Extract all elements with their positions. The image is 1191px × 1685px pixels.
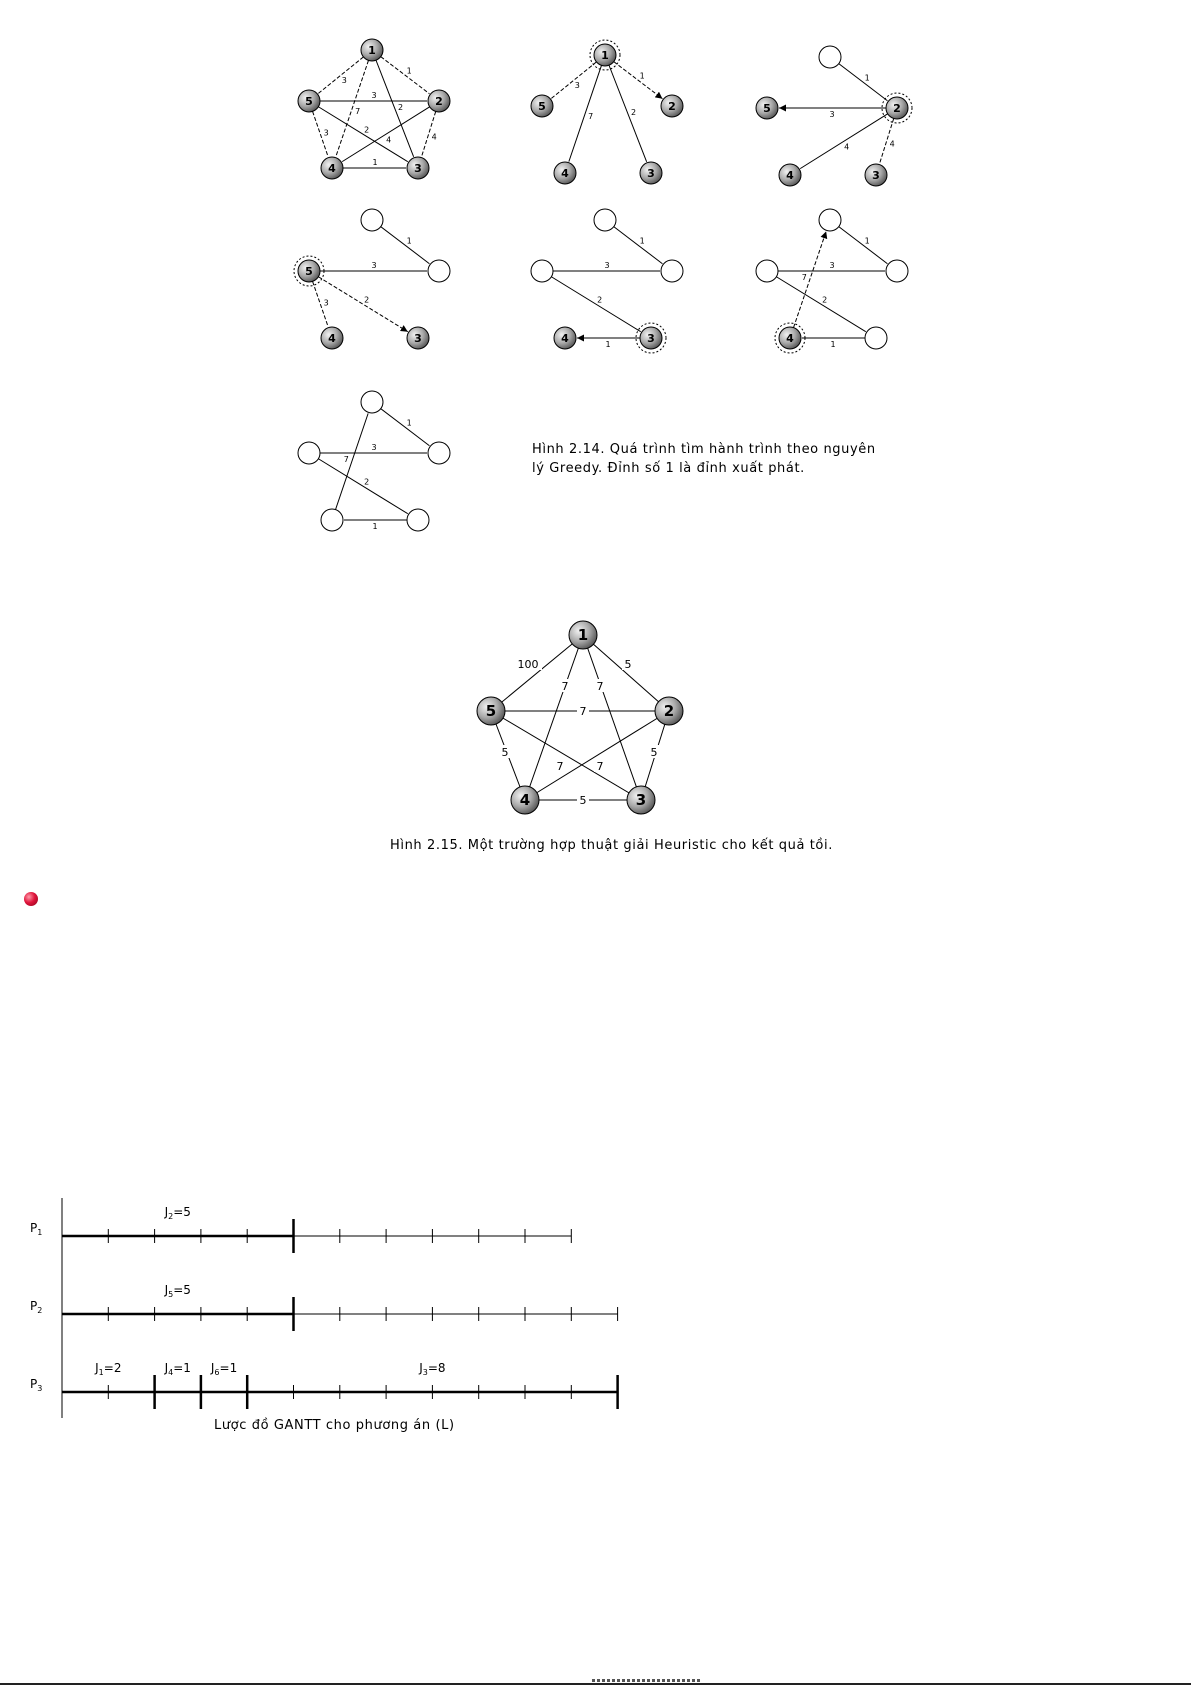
gantt-chart: [0, 1190, 700, 1450]
graph-node: [361, 209, 383, 231]
node-label: 4: [328, 332, 336, 345]
graph-panel-3: [756, 46, 912, 186]
figure-2-15-caption: Hình 2.15. Một trường hợp thuật giải Heuristic cho kết quả tồi.: [390, 838, 833, 853]
node-label: 2: [663, 702, 675, 720]
edge-weight-label: 5: [650, 746, 658, 759]
graph-edge: [318, 107, 407, 162]
gantt-row-2: [30, 1283, 618, 1331]
edge-weight-label: 3: [574, 81, 580, 91]
gantt-caption: Lược đồ GANTT cho phương án (L): [214, 1418, 455, 1433]
edge-weight-label: 2: [364, 477, 370, 487]
edge-weight-label: 3: [829, 110, 835, 119]
graph-edge: [381, 57, 430, 94]
edge-weight-label: 2: [398, 102, 404, 112]
graph-edge: [551, 277, 640, 332]
edge-weight-label: 3: [371, 443, 377, 452]
node-label: 2: [668, 100, 676, 113]
node-label: 1: [601, 49, 609, 62]
edge-weight-label: 2: [631, 107, 637, 117]
edge-weight-label: 7: [579, 705, 587, 718]
graph-node: [428, 442, 450, 464]
node-label: 3: [647, 167, 655, 180]
graph-panel-5: [531, 209, 683, 353]
edge-weight-label: 7: [596, 760, 604, 773]
graph-edge: [839, 227, 888, 264]
graph-edge: [491, 711, 641, 800]
graph-panel-6: [756, 209, 908, 353]
processor-label: $P_1$: [30, 1221, 43, 1237]
edge-weight-label: 7: [801, 273, 807, 283]
edge-weight-label: 2: [597, 295, 603, 305]
node-label: 4: [786, 332, 794, 345]
graph-edge: [381, 409, 430, 446]
edge-weight-label: 3: [371, 91, 377, 100]
graph-panel-2: [531, 40, 683, 184]
graph-panel-4: [294, 209, 450, 349]
edge-weight-label: 3: [604, 261, 610, 270]
node-label: 5: [485, 702, 497, 720]
graph-panel-1: [298, 39, 450, 179]
graph-node: [428, 260, 450, 282]
edge-weight-label: 4: [431, 132, 437, 142]
node-label: 1: [577, 626, 589, 644]
node-label: 5: [538, 100, 546, 113]
figure-2-14-caption: [532, 440, 876, 478]
graph-node: [865, 327, 887, 349]
edge-weight-label: 7: [588, 111, 594, 121]
edge-weight-label: 100: [517, 658, 539, 671]
figure-2-14-caption-line2: lý Greedy. Đỉnh số 1 là đỉnh xuất phát.: [532, 461, 805, 476]
edge-weight-label: 7: [561, 680, 569, 693]
figure-2-15: [0, 600, 1191, 840]
graph-edge: [525, 711, 669, 800]
graph-edge: [794, 231, 827, 327]
graph-node: [886, 260, 908, 282]
edge-weight-label: 1: [830, 340, 836, 349]
edge-weight-label: 3: [323, 128, 329, 138]
edge-weight-label: 7: [355, 106, 361, 116]
node-label: 1: [368, 44, 376, 57]
node-label: 4: [328, 162, 336, 175]
processor-label: $P_2$: [30, 1299, 43, 1315]
edge-weight-label: 1: [605, 340, 611, 349]
graph-node: [321, 509, 343, 531]
graph-edge: [318, 459, 407, 514]
heuristic-graph: [477, 621, 683, 814]
graph-edge: [318, 277, 407, 332]
graph-node: [298, 442, 320, 464]
graph-edge: [569, 65, 602, 161]
node-label: 2: [893, 102, 901, 115]
edge-weight-label: 1: [639, 71, 645, 81]
gantt-row-1: [30, 1205, 571, 1253]
edge-weight-label: 5: [624, 658, 632, 671]
node-label: 3: [872, 169, 880, 182]
edge-weight-label: 1: [406, 236, 412, 246]
job-label: $J_6=1$: [210, 1361, 238, 1377]
figure-2-15-svg: [0, 600, 1191, 840]
job-label: $J_5=5$: [164, 1283, 191, 1299]
graph-edge: [839, 64, 888, 101]
job-label: $J_3=8$: [419, 1361, 446, 1377]
processor-label: $P_3$: [30, 1377, 43, 1393]
graph-node: [819, 46, 841, 68]
edge-weight-label: 3: [829, 261, 835, 270]
node-label: 3: [414, 332, 422, 345]
edge-weight-label: 1: [864, 73, 870, 83]
edge-weight-label: 1: [406, 66, 412, 76]
job-label: $J_1=2$: [95, 1361, 122, 1377]
edge-weight-label: 3: [371, 261, 377, 270]
edge-weight-label: 1: [864, 236, 870, 246]
graph-node: [531, 260, 553, 282]
edge-weight-label: 1: [372, 158, 378, 167]
graph-node: [594, 209, 616, 231]
job-label: $J_4=1$: [164, 1361, 191, 1377]
edge-weight-label: 1: [406, 418, 412, 428]
node-label: 5: [305, 265, 313, 278]
edge-weight-label: 3: [341, 76, 347, 86]
job-label: $J_2=5$: [164, 1205, 191, 1221]
edge-weight-label: 5: [501, 746, 509, 759]
footer-dots: [592, 1679, 702, 1682]
edge-weight-label: 4: [889, 139, 895, 149]
graph-edge: [614, 62, 663, 99]
graph-edge: [381, 227, 430, 264]
edge-weight-label: 7: [556, 760, 564, 773]
bullet-icon: [24, 892, 38, 906]
edge-weight-label: 2: [822, 295, 828, 305]
edge-weight-label: 2: [364, 125, 370, 135]
graph-panel-7: [298, 391, 450, 531]
edge-weight-label: 7: [343, 455, 349, 465]
node-label: 5: [763, 102, 771, 115]
edge-weight-label: 4: [844, 142, 850, 152]
node-label: 3: [635, 791, 647, 809]
graph-edge: [800, 114, 888, 169]
edge-weight-label: 1: [372, 522, 378, 531]
node-label: 4: [561, 167, 569, 180]
gantt-row-3: [30, 1361, 618, 1409]
node-label: 5: [305, 95, 313, 108]
edge-weight-label: 4: [386, 135, 392, 145]
figure-2-14-caption-line1: Hình 2.14. Quá trình tìm hành trình theo nguyên: [532, 442, 876, 457]
node-label: 2: [435, 95, 443, 108]
node-label: 4: [561, 332, 569, 345]
node-label: 4: [519, 791, 531, 809]
graph-node: [407, 509, 429, 531]
edge-weight-label: 1: [639, 236, 645, 246]
node-label: 3: [414, 162, 422, 175]
edge-weight-label: 2: [364, 295, 370, 305]
node-label: 4: [786, 169, 794, 182]
graph-node: [361, 391, 383, 413]
edge-weight-label: 5: [579, 794, 587, 807]
graph-node: [661, 260, 683, 282]
graph-node: [756, 260, 778, 282]
graph-edge: [336, 413, 369, 509]
edge-weight-label: 7: [596, 680, 604, 693]
graph-edge: [614, 227, 663, 264]
edge-weight-label: 3: [323, 298, 329, 308]
graph-node: [819, 209, 841, 231]
graph-edge: [336, 60, 369, 156]
gantt-svg: [0, 1190, 700, 1450]
node-label: 3: [647, 332, 655, 345]
